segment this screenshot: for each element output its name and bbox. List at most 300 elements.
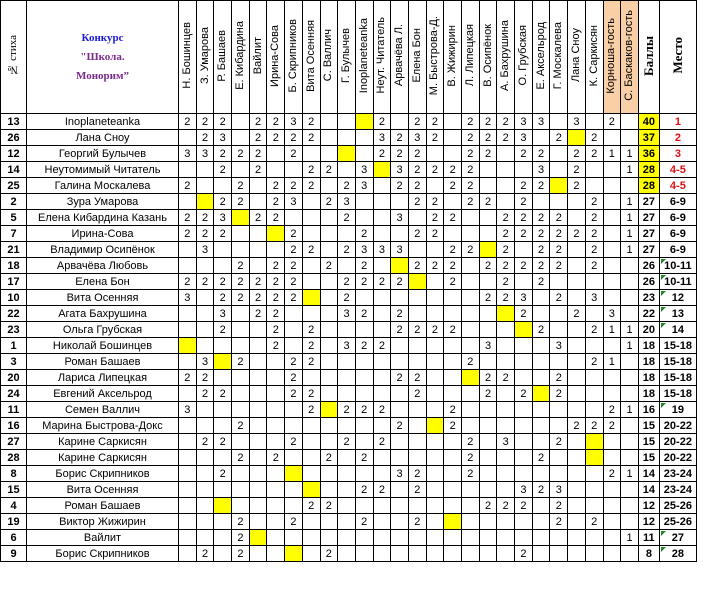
vote-cell: 2 xyxy=(550,242,568,258)
author-name: Лариса Липецкая xyxy=(27,370,179,386)
vote-cell xyxy=(479,402,497,418)
vote-cell xyxy=(585,482,603,498)
author-name: Вайлит xyxy=(27,530,179,546)
vote-cell xyxy=(444,498,462,514)
vote-cell xyxy=(515,354,533,370)
vote-cell xyxy=(179,338,197,354)
vote-cell xyxy=(621,354,639,370)
vote-cell xyxy=(391,258,409,274)
vote-cell: 2 xyxy=(320,546,338,562)
vote-cell: 2 xyxy=(232,194,250,210)
vote-cell xyxy=(285,482,303,498)
table-row xyxy=(1,290,697,306)
vote-cell: 2 xyxy=(214,226,232,242)
vote-cell xyxy=(391,450,409,466)
vote-cell xyxy=(532,530,550,546)
place-cell: 20-22 xyxy=(659,434,696,450)
vote-cell xyxy=(479,434,497,450)
table-row xyxy=(1,274,697,290)
vote-cell: 2 xyxy=(479,498,497,514)
vote-cell xyxy=(462,402,480,418)
poem-number: 6 xyxy=(1,530,27,546)
author-name: Борис Скрипников xyxy=(27,466,179,482)
vote-cell xyxy=(479,482,497,498)
judge-name: Елена Бон xyxy=(410,28,423,83)
score-cell: 20 xyxy=(638,322,659,338)
author-name: Елена Кибардина Казань xyxy=(27,210,179,226)
vote-cell: 2 xyxy=(426,162,444,178)
vote-cell xyxy=(532,370,550,386)
vote-cell xyxy=(603,514,621,530)
vote-cell: 3 xyxy=(532,114,550,130)
vote-cell xyxy=(408,450,426,466)
vote-cell xyxy=(285,466,303,482)
vote-cell xyxy=(391,114,409,130)
vote-cell xyxy=(302,258,320,274)
vote-cell xyxy=(338,498,356,514)
judge-header xyxy=(621,1,639,114)
vote-cell: 2 xyxy=(249,146,267,162)
judge-name: Е. Аксельрод xyxy=(534,21,547,90)
vote-cell xyxy=(355,114,373,130)
place-cell: 27 xyxy=(659,530,696,546)
place-cell: 6-9 xyxy=(659,242,696,258)
vote-cell xyxy=(462,530,480,546)
vote-cell: 2 xyxy=(179,114,197,130)
vote-cell xyxy=(426,306,444,322)
vote-cell: 2 xyxy=(196,210,214,226)
judge-header xyxy=(603,1,621,114)
vote-cell: 3 xyxy=(515,482,533,498)
vote-cell: 2 xyxy=(408,386,426,402)
vote-cell xyxy=(444,338,462,354)
vote-cell xyxy=(338,146,356,162)
vote-cell xyxy=(462,322,480,338)
vote-cell xyxy=(267,386,285,402)
vote-cell: 2 xyxy=(444,242,462,258)
vote-cell xyxy=(179,242,197,258)
vote-cell: 2 xyxy=(391,370,409,386)
vote-cell xyxy=(479,178,497,194)
vote-cell xyxy=(302,290,320,306)
table-row xyxy=(1,546,697,562)
vote-cell: 2 xyxy=(391,130,409,146)
vote-cell: 2 xyxy=(550,290,568,306)
vote-cell xyxy=(532,290,550,306)
vote-cell: 3 xyxy=(515,114,533,130)
vote-cell: 2 xyxy=(338,290,356,306)
vote-cell xyxy=(532,354,550,370)
vote-cell: 3 xyxy=(550,482,568,498)
vote-cell xyxy=(497,178,515,194)
vote-cell: 2 xyxy=(462,354,480,370)
vote-cell: 2 xyxy=(497,498,515,514)
table-row xyxy=(1,402,697,418)
vote-cell xyxy=(426,498,444,514)
vote-cell: 2 xyxy=(267,258,285,274)
vote-cell xyxy=(585,162,603,178)
vote-cell: 2 xyxy=(515,146,533,162)
vote-cell: 2 xyxy=(426,258,444,274)
score-cell: 8 xyxy=(638,546,659,562)
vote-cell: 2 xyxy=(532,450,550,466)
vote-cell xyxy=(515,530,533,546)
vote-cell xyxy=(285,402,303,418)
score-cell: 11 xyxy=(638,530,659,546)
vote-cell: 2 xyxy=(214,114,232,130)
judge-name: Ирина-Сова xyxy=(269,24,282,87)
vote-cell: 2 xyxy=(426,194,444,210)
vote-cell: 2 xyxy=(479,194,497,210)
vote-cell: 2 xyxy=(550,370,568,386)
judge-name: З. Умарова xyxy=(198,26,211,84)
vote-cell xyxy=(444,194,462,210)
vote-cell xyxy=(214,482,232,498)
vote-cell xyxy=(320,338,338,354)
vote-cell: 2 xyxy=(515,498,533,514)
vote-cell xyxy=(320,226,338,242)
poem-number: 7 xyxy=(1,226,27,242)
vote-cell xyxy=(373,306,391,322)
vote-cell: 2 xyxy=(391,146,409,162)
score-cell: 15 xyxy=(638,418,659,434)
vote-cell: 2 xyxy=(214,322,232,338)
vote-cell xyxy=(320,466,338,482)
vote-cell xyxy=(585,178,603,194)
author-name: Николай Бошинцев xyxy=(27,338,179,354)
score-cell: 36 xyxy=(638,146,659,162)
author-name: Георгий Булычев xyxy=(27,146,179,162)
vote-cell xyxy=(497,354,515,370)
judge-header xyxy=(285,1,303,114)
vote-cell: 2 xyxy=(497,242,515,258)
vote-cell: 2 xyxy=(444,322,462,338)
poem-number: 9 xyxy=(1,546,27,562)
vote-cell xyxy=(249,434,267,450)
vote-cell xyxy=(603,242,621,258)
poem-number: 13 xyxy=(1,114,27,130)
poem-number: 8 xyxy=(1,466,27,482)
vote-cell: 2 xyxy=(196,114,214,130)
vote-cell xyxy=(603,370,621,386)
vote-cell: 2 xyxy=(267,178,285,194)
vote-cell: 2 xyxy=(515,386,533,402)
vote-cell: 2 xyxy=(532,210,550,226)
vote-cell xyxy=(338,450,356,466)
poem-number: 1 xyxy=(1,338,27,354)
vote-cell xyxy=(232,322,250,338)
vote-cell xyxy=(444,226,462,242)
comment-marker-icon xyxy=(661,307,666,312)
vote-cell: 2 xyxy=(355,450,373,466)
vote-cell: 2 xyxy=(249,274,267,290)
poem-number: 19 xyxy=(1,514,27,530)
vote-cell: 2 xyxy=(444,162,462,178)
vote-cell: 2 xyxy=(249,114,267,130)
poem-number: 27 xyxy=(1,434,27,450)
vote-cell xyxy=(214,402,232,418)
vote-cell xyxy=(232,338,250,354)
table-row xyxy=(1,514,697,530)
vote-cell xyxy=(408,242,426,258)
vote-cell xyxy=(196,258,214,274)
vote-cell: 2 xyxy=(391,322,409,338)
vote-cell: 2 xyxy=(214,194,232,210)
place-cell: 15-18 xyxy=(659,370,696,386)
vote-cell xyxy=(179,194,197,210)
vote-cell: 3 xyxy=(214,130,232,146)
vote-cell: 1 xyxy=(621,210,639,226)
vote-cell xyxy=(426,434,444,450)
vote-cell xyxy=(391,498,409,514)
judge-name: В. Осипёнок xyxy=(481,24,494,87)
vote-cell xyxy=(462,482,480,498)
vote-cell xyxy=(214,338,232,354)
vote-cell xyxy=(232,434,250,450)
vote-cell: 2 xyxy=(462,178,480,194)
vote-cell xyxy=(196,418,214,434)
score-cell: 28 xyxy=(638,178,659,194)
vote-cell: 1 xyxy=(621,402,639,418)
vote-cell xyxy=(320,514,338,530)
vote-cell: 2 xyxy=(479,130,497,146)
vote-cell xyxy=(355,418,373,434)
vote-cell xyxy=(568,242,586,258)
vote-cell xyxy=(302,306,320,322)
score-cell: 18 xyxy=(638,354,659,370)
vote-cell xyxy=(479,274,497,290)
vote-cell: 2 xyxy=(550,258,568,274)
table-row xyxy=(1,386,697,402)
vote-cell xyxy=(214,418,232,434)
comment-marker-icon xyxy=(661,291,666,296)
table-row xyxy=(1,434,697,450)
vote-cell: 2 xyxy=(585,322,603,338)
vote-cell xyxy=(515,402,533,418)
vote-cell xyxy=(232,482,250,498)
poem-number: 4 xyxy=(1,498,27,514)
vote-cell xyxy=(621,274,639,290)
vote-cell: 2 xyxy=(267,338,285,354)
vote-cell xyxy=(302,370,320,386)
table-row xyxy=(1,338,697,354)
vote-cell: 2 xyxy=(249,306,267,322)
table-row xyxy=(1,530,697,546)
vote-cell: 2 xyxy=(338,178,356,194)
place-cell: 15-18 xyxy=(659,386,696,402)
vote-cell: 2 xyxy=(196,130,214,146)
vote-cell xyxy=(355,498,373,514)
judge-header xyxy=(355,1,373,114)
vote-cell xyxy=(285,338,303,354)
vote-cell xyxy=(249,178,267,194)
vote-cell: 2 xyxy=(497,274,515,290)
vote-cell xyxy=(585,274,603,290)
vote-cell: 2 xyxy=(391,178,409,194)
vote-cell xyxy=(338,258,356,274)
vote-cell xyxy=(497,402,515,418)
vote-cell xyxy=(373,418,391,434)
vote-cell xyxy=(532,130,550,146)
score-cell: 37 xyxy=(638,130,659,146)
vote-cell xyxy=(373,354,391,370)
vote-cell xyxy=(267,514,285,530)
vote-cell xyxy=(355,530,373,546)
author-name: Вита Осенняя xyxy=(27,482,179,498)
vote-cell: 1 xyxy=(621,226,639,242)
vote-cell xyxy=(249,322,267,338)
vote-cell: 2 xyxy=(285,290,303,306)
vote-cell xyxy=(497,338,515,354)
vote-cell: 2 xyxy=(479,290,497,306)
vote-cell xyxy=(373,386,391,402)
place-cell: 10-11 xyxy=(659,274,696,290)
place-cell: 25-26 xyxy=(659,498,696,514)
place-cell: 3 xyxy=(659,146,696,162)
judge-header xyxy=(214,1,232,114)
vote-cell xyxy=(285,546,303,562)
vote-cell xyxy=(196,290,214,306)
vote-cell xyxy=(232,242,250,258)
vote-cell: 2 xyxy=(391,274,409,290)
vote-cell xyxy=(444,370,462,386)
vote-cell xyxy=(621,306,639,322)
vote-cell: 2 xyxy=(232,258,250,274)
vote-cell xyxy=(444,434,462,450)
vote-cell: 2 xyxy=(391,418,409,434)
vote-cell xyxy=(621,114,639,130)
vote-cell xyxy=(373,322,391,338)
judge-name: Б. Скрипников xyxy=(286,18,299,93)
vote-cell xyxy=(497,546,515,562)
vote-cell: 1 xyxy=(621,530,639,546)
vote-cell xyxy=(621,514,639,530)
vote-cell xyxy=(267,146,285,162)
author-name: Агата Бахрушина xyxy=(27,306,179,322)
vote-cell xyxy=(462,290,480,306)
vote-cell xyxy=(479,450,497,466)
vote-cell xyxy=(179,322,197,338)
vote-cell xyxy=(267,402,285,418)
vote-cell: 2 xyxy=(515,210,533,226)
vote-cell xyxy=(408,338,426,354)
judge-header xyxy=(267,1,285,114)
vote-cell xyxy=(302,466,320,482)
vote-cell: 3 xyxy=(373,130,391,146)
table-row xyxy=(1,418,697,434)
vote-cell xyxy=(497,194,515,210)
vote-cell: 2 xyxy=(585,418,603,434)
vote-cell xyxy=(355,194,373,210)
vote-cell: 2 xyxy=(302,178,320,194)
vote-cell xyxy=(603,498,621,514)
vote-cell: 1 xyxy=(621,338,639,354)
vote-cell: 3 xyxy=(338,338,356,354)
vote-cell: 3 xyxy=(338,194,356,210)
vote-cell: 2 xyxy=(462,434,480,450)
vote-cell: 3 xyxy=(285,114,303,130)
vote-cell: 2 xyxy=(426,210,444,226)
vote-cell: 2 xyxy=(302,242,320,258)
vote-cell xyxy=(497,466,515,482)
vote-cell xyxy=(462,370,480,386)
vote-cell: 1 xyxy=(603,146,621,162)
vote-cell xyxy=(302,418,320,434)
vote-cell xyxy=(515,322,533,338)
vote-cell xyxy=(585,450,603,466)
vote-cell xyxy=(179,130,197,146)
vote-cell: 2 xyxy=(426,114,444,130)
author-name: Вита Осенняя xyxy=(27,290,179,306)
vote-cell xyxy=(621,178,639,194)
vote-cell xyxy=(249,450,267,466)
vote-cell xyxy=(568,482,586,498)
vote-cell xyxy=(550,274,568,290)
vote-cell: 2 xyxy=(515,194,533,210)
vote-cell xyxy=(373,530,391,546)
vote-cell xyxy=(267,162,285,178)
vote-cell xyxy=(355,370,373,386)
vote-cell: 2 xyxy=(285,434,303,450)
table-row xyxy=(1,114,697,130)
vote-cell xyxy=(267,226,285,242)
vote-cell xyxy=(391,402,409,418)
vote-cell xyxy=(497,386,515,402)
vote-cell xyxy=(302,146,320,162)
vote-cell xyxy=(391,386,409,402)
score-cell: 22 xyxy=(638,306,659,322)
vote-cell xyxy=(550,530,568,546)
vote-cell xyxy=(497,514,515,530)
poem-number: 3 xyxy=(1,354,27,370)
score-cell: 27 xyxy=(638,242,659,258)
vote-cell xyxy=(585,306,603,322)
vote-cell xyxy=(267,466,285,482)
place-cell: 10-11 xyxy=(659,258,696,274)
judge-header xyxy=(249,1,267,114)
vote-cell xyxy=(444,530,462,546)
score-cell: 26 xyxy=(638,274,659,290)
judge-name: Е. Кибардина xyxy=(233,21,246,90)
vote-cell: 2 xyxy=(320,258,338,274)
vote-cell: 2 xyxy=(373,434,391,450)
vote-cell xyxy=(232,226,250,242)
poem-number: 24 xyxy=(1,386,27,402)
author-name: Зура Умарова xyxy=(27,194,179,210)
poem-number: 16 xyxy=(1,418,27,434)
vote-cell: 2 xyxy=(497,370,515,386)
vote-cell xyxy=(426,514,444,530)
vote-cell xyxy=(462,274,480,290)
vote-cell: 3 xyxy=(550,338,568,354)
score-cell: 12 xyxy=(638,498,659,514)
table-row xyxy=(1,162,697,178)
author-name: Лана Сноу xyxy=(27,130,179,146)
vote-cell xyxy=(355,210,373,226)
vote-cell xyxy=(426,338,444,354)
vote-cell xyxy=(515,242,533,258)
vote-cell xyxy=(479,514,497,530)
score-cell: 27 xyxy=(638,210,659,226)
vote-cell: 2 xyxy=(497,130,515,146)
vote-cell xyxy=(426,274,444,290)
vote-cell: 2 xyxy=(408,258,426,274)
vote-cell: 1 xyxy=(603,322,621,338)
vote-cell xyxy=(408,306,426,322)
author-name: Ирина-Сова xyxy=(27,226,179,242)
vote-cell xyxy=(585,466,603,482)
poem-number: 14 xyxy=(1,162,27,178)
